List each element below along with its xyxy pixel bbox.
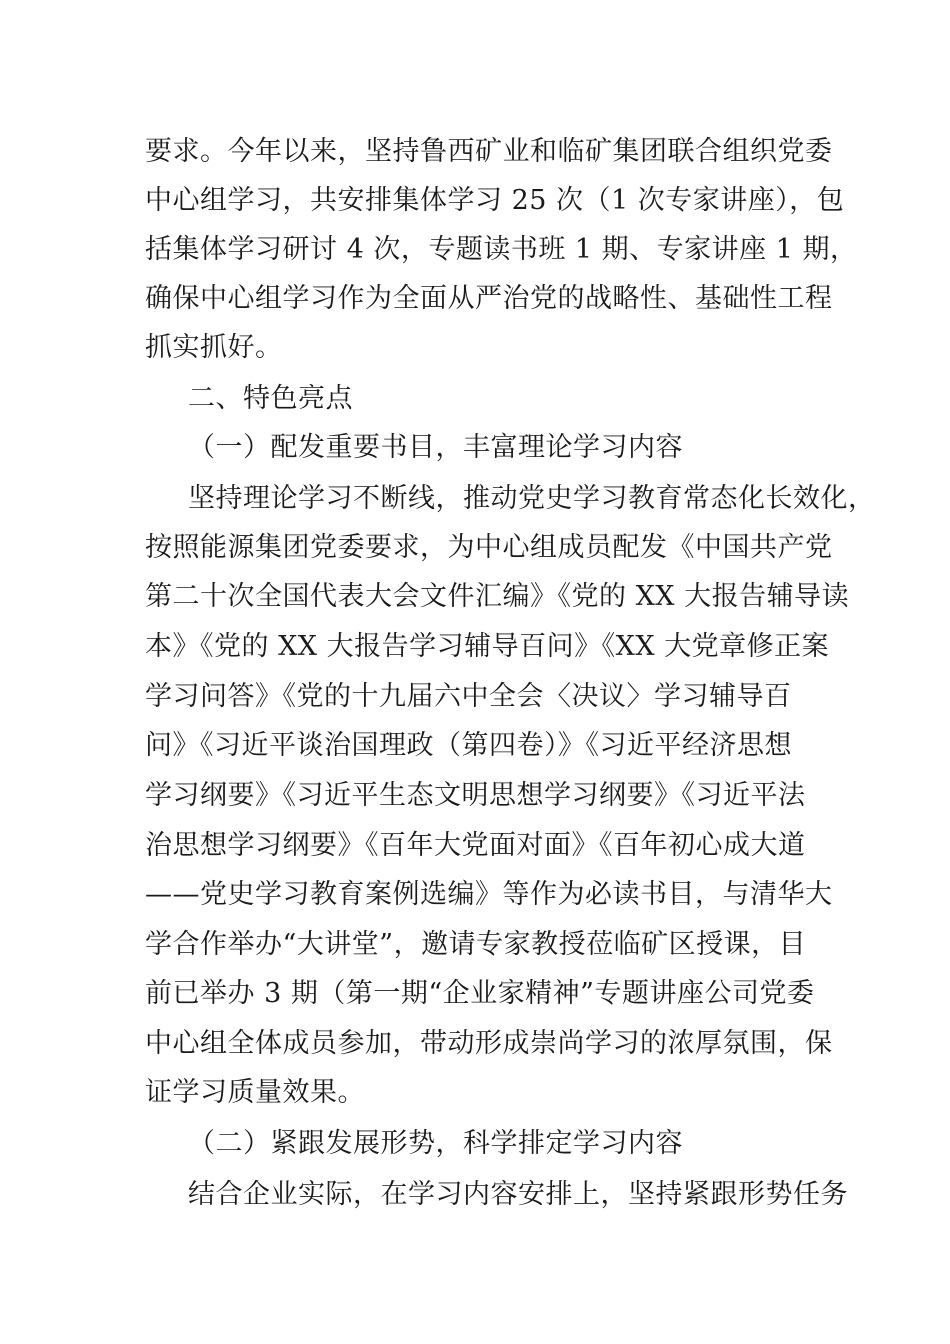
paragraph-line: 括集体学习研讨 4 次，专题读书班 1 期、专家讲座 1 期，	[145, 234, 858, 265]
paragraph-line: 抓实抓好。	[145, 332, 283, 363]
paragraph-line: 证学习质量效果。	[145, 1077, 365, 1108]
paragraph-line: 中心组全体成员参加，带动形成崇尚学习的浓厚氛围，保	[145, 1028, 833, 1059]
paragraph-line: 要求。今年以来，坚持鲁西矿业和临矿集团联合组织党委	[145, 136, 833, 167]
paragraph-line: 学合作举办“大讲堂”，邀请专家教授莅临矿区授课，目	[145, 929, 807, 960]
paragraph-line: 结合企业实际，在学习内容安排上，坚持紧跟形势任务	[188, 1179, 848, 1210]
paragraph-line: 第二十次全国代表大会文件汇编》《党的 XX 大报告辅导读	[145, 581, 850, 612]
paragraph-line: 治思想学习纲要》《百年大党面对面》《百年初心成大道	[145, 830, 806, 861]
paragraph-line: 中心组学习，共安排集体学习 25 次（1 次专家讲座），包	[145, 185, 845, 216]
subsection-heading: （一）配发重要书目，丰富理论学习内容	[188, 432, 683, 463]
section-heading: 二、特色亮点	[188, 383, 353, 414]
paragraph-line: 前已举办 3 期（第一期“企业家精神”专题讲座公司党委	[145, 978, 815, 1009]
paragraph-line: 坚持理论学习不断线，推动党史学习教育常态化长效化，	[188, 483, 876, 514]
subsection-heading: （二）紧跟发展形势，科学排定学习内容	[188, 1128, 683, 1159]
paragraph-line: 确保中心组学习作为全面从严治党的战略性、基础性工程	[145, 283, 833, 314]
paragraph-line: 本》《党的 XX 大报告学习辅导百问》《XX 大党章修正案	[145, 631, 830, 662]
paragraph-line: ——党史学习教育案例选编》等作为必读书目，与清华大	[145, 879, 833, 910]
paragraph-line: 学习纲要》《习近平生态文明思想学习纲要》《习近平法	[145, 780, 806, 811]
paragraph-line: 按照能源集团党委要求，为中心组成员配发《中国共产党	[145, 532, 833, 563]
paragraph-line: 学习问答》《党的十九届六中全会〈决议〉学习辅导百	[145, 681, 792, 712]
paragraph-line: 问》《习近平谈治国理政（第四卷）》《习近平经济思想	[145, 730, 792, 761]
